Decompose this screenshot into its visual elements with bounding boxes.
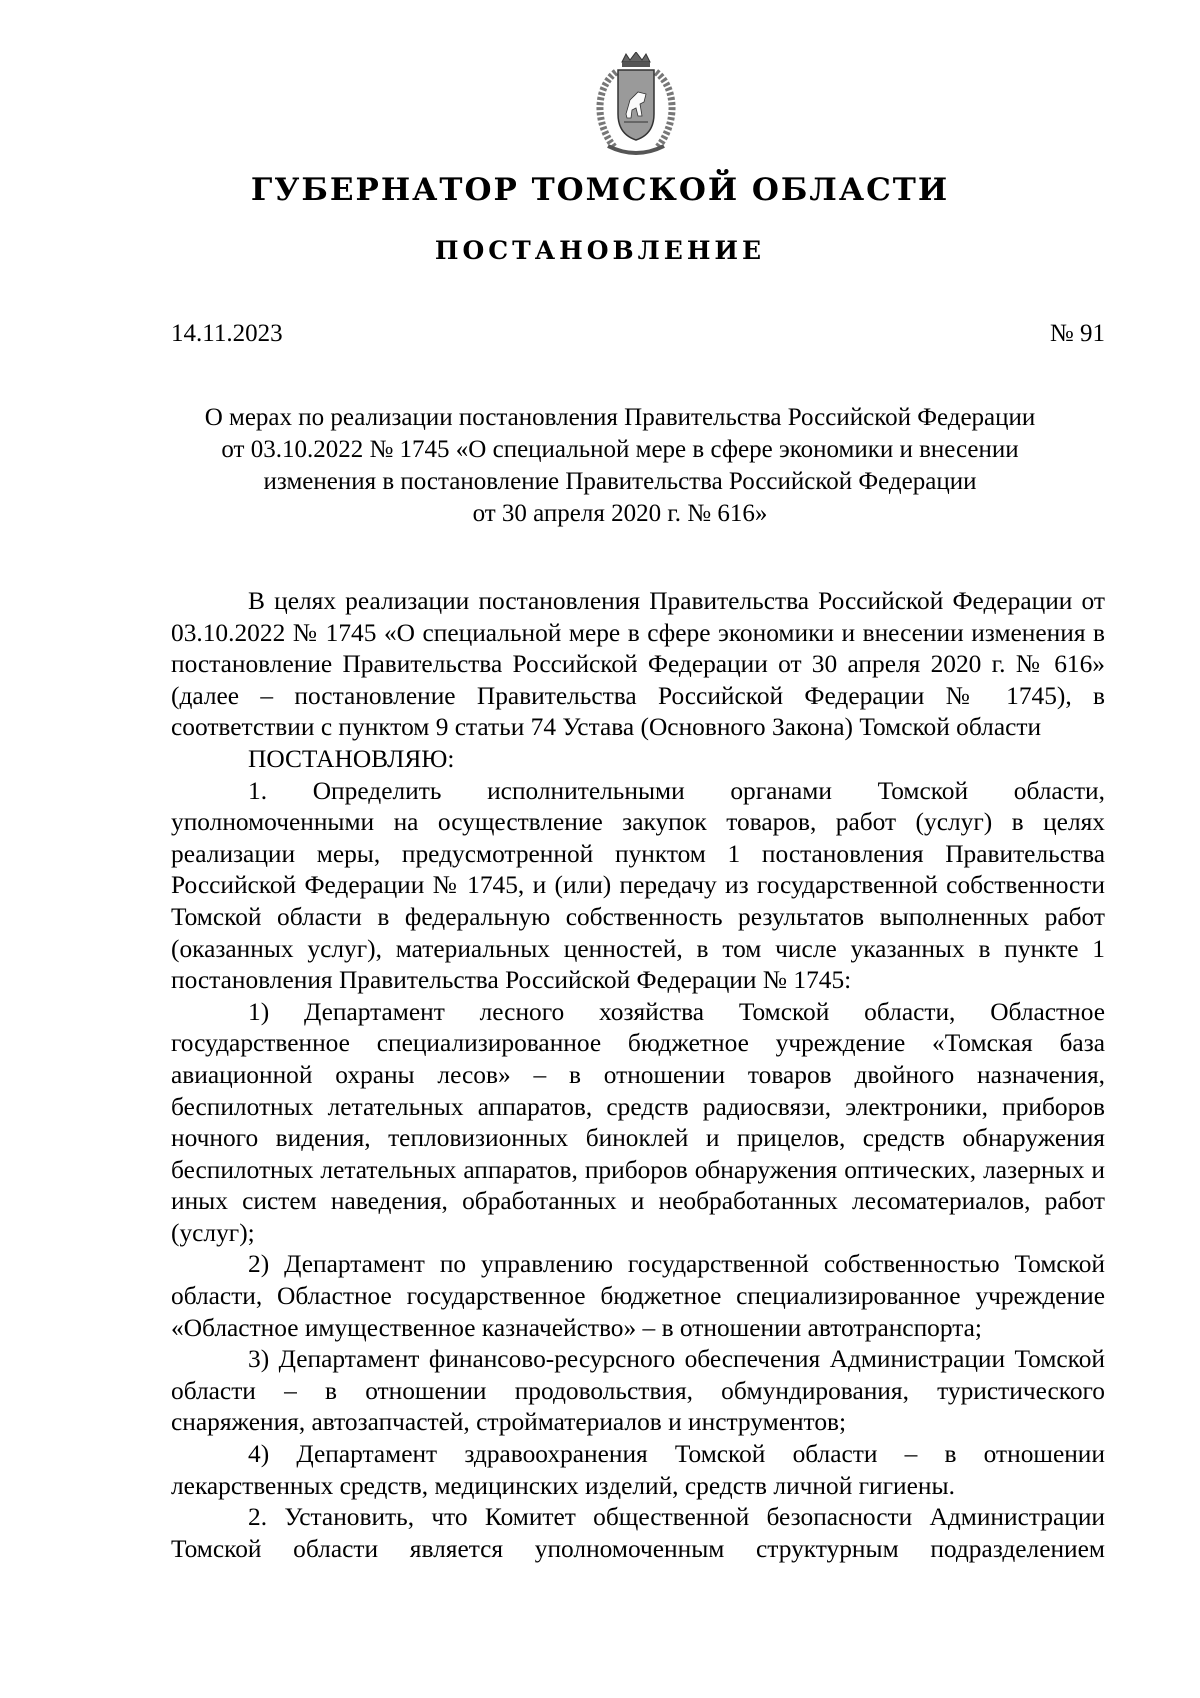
clause-1-item-3: 3) Департамент финансово-ресурсного обеспечения Администрации Томской области – в отношении продовольствия, обмундирования, туристического снаряжения, автозапчастей, стройматериалов и инструментов; <box>171 1345 1105 1437</box>
clause-2: 2. Установить, что Комитет общественной безопасности Администрации Томской области является уполномоченным структурным подразделением <box>171 1503 1105 1563</box>
subject-line: от 03.10.2022 № 1745 «О специальной мере в сфере экономики и внесении <box>221 436 1019 463</box>
subject-line: О мерах по реализации постановления Правительства Российской Федерации <box>204 404 1036 431</box>
clause-1: 1. Определить исполнительными органами Томской области, уполномоченными на осуществление закупок товаров, работ (услуг) в целях реализации меры, предусмотренной пунктом 1 постановления Правительства Российской Федерации № 1745, и (или) передачу из государственной собственности Томской области в федеральную собственность результатов выполненных работ (оказанных услуг), материальных ценностей, в том числе указанных в пункте 1 постановления Правительства Российской Федерации № 1745: <box>171 776 1105 995</box>
coat-of-arms-icon <box>586 52 686 160</box>
decree-word: ПОСТАНОВЛЯЮ: <box>248 744 455 773</box>
clause-1-item-1: 1) Департамент лесного хозяйства Томской области, Областное государственное специализированное бюджетное учреждение «Томская база авиационной охраны лесов» – в отношении товаров двойного назначения, беспилотных летательных аппаратов, средств радиосвязи, электроники, приборов ночного видения, тепловизионных биноклей и прицелов, средств обнаружения беспилотных летательных аппаратов, приборов обнаружения оптических, лазерных и иных систем наведения, обработанных и необработанных лесоматериалов, работ (услуг); <box>171 997 1105 1247</box>
document-type: ПОСТАНОВЛЕНИЕ <box>434 236 766 265</box>
clause-1-item-4: 4) Департамент здравоохранения Томской области – в отношении лекарственных средств, медицинских изделий, средств личной гигиены. <box>171 1440 1105 1500</box>
document-number: № 91 <box>1049 320 1105 347</box>
preamble-paragraph: В целях реализации постановления Правительства Российской Федерации от 03.10.2022 № 1745 «О специальной мере в сфере экономики и внесении изменения в постановление Правительства Российской Федерации от 30 апреля 2020 г. № 616» (далее – постановление Правительства Российской Федерации № 1745), в соответствии с пунктом 9 статьи 74 Устава (Основного Закона) Томской области <box>171 587 1105 742</box>
subject-line: от 30 апреля 2020 г. № 616» <box>472 500 768 527</box>
document-subject <box>150 402 1090 530</box>
subject-line: изменения в постановление Правительства Российской Федерации <box>263 468 977 495</box>
clause-1-item-2: 2) Департамент по управлению государственной собственностью Томской области, Областное государственное бюджетное специализированное учреждение «Областное имущественное казначейство» – в отношении автотранспорта; <box>171 1250 1105 1342</box>
document-body <box>171 586 1105 1565</box>
issuing-authority: ГУБЕРНАТОР ТОМСКОЙ ОБЛАСТИ <box>250 172 950 208</box>
document-date: 14.11.2023 <box>171 320 283 347</box>
